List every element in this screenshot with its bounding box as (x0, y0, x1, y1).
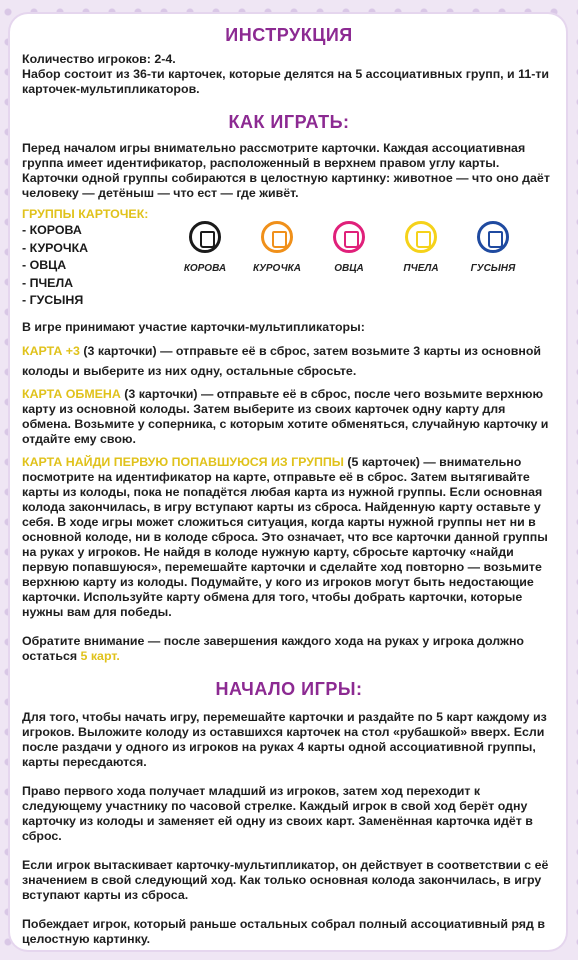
start-paragraph-2: Право первого хода получает младший из игроков, затем ход переходит к следующему участнику по часовой стрелке. Каждый игрок в свой ход берёт одну карточку из колоды и заменяет ей одну из своих карт. Заменённая карточка идёт в сброс. (22, 783, 533, 843)
group-identifier (392, 221, 450, 274)
how-to-play-intro: Перед началом игры внимательно рассмотрите карточки. Каждая ассоциативная группа имеет идентификатор, расположенный в верхнем правом углу карты. Карточки одной группы собираются в целостную картинку: животное — что оно даёт человеку — детёныш — что ест — где живёт. (22, 141, 550, 200)
group-icons (176, 221, 522, 274)
group-identifier (320, 221, 378, 274)
start-paragraph-1: Для того, чтобы начать игру, перемешайте карточки и раздайте по 5 карт каждому из игроков. Выложите колоду из оставшихся карточек на стол «рубашкой» вверх. Если после раздачи у одного из игроков на руках 4 карты одной ассоциативной группы, карты пересдаются. (22, 709, 547, 769)
set-description: Набор состоит из 36-ти карточек, которые делятся на 5 ассоциативных групп, и 11-ти карточек-мультипликаторов. (22, 67, 550, 96)
card-plus3-paragraph (22, 341, 556, 381)
card-find-name: КАРТА НАЙДИ ПЕРВУЮ ПОПАВШУЮСЯ ИЗ ГРУППЫ (22, 454, 344, 469)
card-swap-paragraph (22, 387, 556, 447)
group-identifier (464, 221, 522, 274)
group-identifier-label: ПЧЕЛА (403, 263, 439, 274)
players-count: Количество игроков: 2-4. (22, 52, 176, 66)
note-text: Обратите внимание — после завершения каждого хода на руках у игрока должно остаться (22, 633, 524, 663)
group-item: - ГУСЫНЯ (22, 293, 84, 307)
how-to-play-title: КАК ИГРАТЬ: (228, 112, 350, 132)
card-find-paragraph (22, 455, 556, 620)
note-highlight: 5 карт. (80, 648, 120, 663)
instruction-page (10, 14, 566, 950)
group-item: - КУРОЧКА (22, 240, 89, 255)
group-identifier-label: КОРОВА (183, 263, 227, 274)
group-item: - ПЧЕЛА (22, 275, 74, 290)
group-identifier (248, 221, 306, 274)
card-find-text: (5 карточек) — внимательно посмотрите на идентификатор на карте, отправьте её в сброс. Затем вытягивайте карты из колоды, пока не попадётся любая карта из нужной группы. Если основная колода закончилась, в игру вступают карты из сброса. Найденную карту оставьте у себя. В ходе игры может сложиться ситуация, когда карты нужной группы нет ни в основной колоде, ни в колоде сброса. Это означает, что все карточки данной группы на руках у игроков. Не найдя в колоде нужную карту, сбросьте карточку «найди первую попавшуюся», перемешайте карточки и сделайте ход повторно — возьмите верхнюю карту из колоды. Подумайте, у кого из игроков могут быть недостающие карточки. Используйте карту обмена для того, чтобы добрать карточки, которые нужны вам для победы. (22, 454, 548, 619)
groups-title: ГРУППЫ КАРТОЧЕК: (22, 207, 149, 221)
multipliers-intro: В игре принимают участие карточки-мультипликаторы: (22, 319, 365, 334)
card-swap-name: КАРТА ОБМЕНА (22, 386, 121, 401)
group-identifier (176, 221, 234, 274)
group-identifier-label: ОВЦА (334, 263, 364, 274)
start-paragraph-3: Если игрок вытаскивает карточку-мультипликатор, он действует в соответствии с её значением в свой следующий ход. Как только основная колода закончилась, в игру вступают карты из сброса. (22, 857, 549, 902)
group-item: - ОВЦА (22, 258, 67, 272)
group-identifier-label: КУРОЧКА (252, 263, 302, 274)
note-paragraph (22, 634, 556, 664)
card-plus3-text: (3 карточки) — отправьте её в сброс, затем возьмите 3 карты из основной колоды и выберите из них одну, остальные сбросьте. (22, 343, 542, 378)
sheep-icon (333, 221, 365, 253)
card-swap-text: (3 карточки) — отправьте её в сброс, после чего возьмите верхнюю карту из основной колоды. Затем выберите из своих карточек одну карту для обмена. Возьмите у соперника, с которым хотите обменяться, случайную карточку и отдайте ему свою. (22, 386, 549, 446)
page-content (22, 24, 556, 947)
hen-icon (261, 221, 293, 253)
goose-icon (477, 221, 509, 253)
card-groups (22, 207, 556, 310)
start-title: НАЧАЛО ИГРЫ: (215, 678, 363, 699)
card-plus3-name: КАРТА +3 (22, 343, 80, 358)
start-paragraph-4: Побеждает игрок, который раньше остальных собрал полный ассоциативный ряд в целостную картинку. (22, 916, 545, 946)
group-list (22, 207, 172, 310)
group-item: - КОРОВА (22, 223, 82, 237)
instruction-title: ИНСТРУКЦИЯ (225, 25, 353, 45)
bee-icon (405, 221, 437, 253)
group-identifier-label: ГУСЫНЯ (470, 263, 516, 274)
cow-icon (189, 221, 221, 253)
